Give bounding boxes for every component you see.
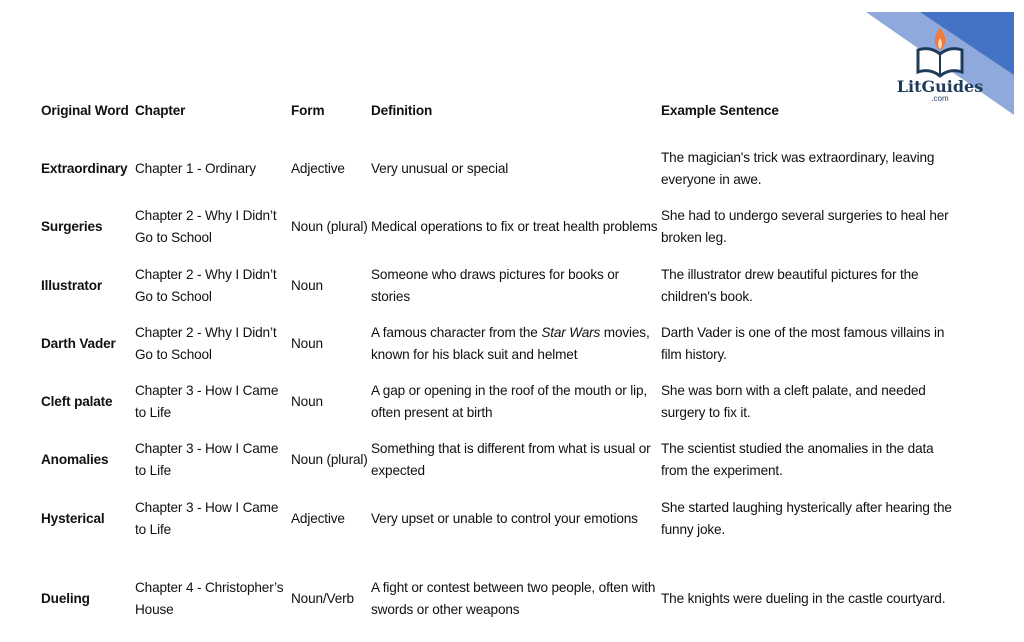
cell-definition [371,158,661,180]
svg-text:.com: .com [931,94,949,103]
cell-chapter: Chapter 3 - How I Came to Life [135,441,279,478]
table-row [41,198,1001,256]
table-row [41,431,1001,489]
cell-example: She started laughing hysterically after hearing the funny joke. [661,500,952,537]
header-definition: Definition [371,103,433,118]
cell-word: Extraordinary [41,161,128,176]
cell-definition [371,264,661,308]
table-row [41,140,1001,198]
cell-definition [371,380,661,424]
table-row [41,257,1001,315]
definition-emphasis: Star Wars [541,325,601,340]
cell-word: Anomalies [41,452,109,467]
cell-word: Hysterical [41,511,105,526]
cell-definition [371,438,661,482]
cell-chapter: Chapter 2 - Why I Didn’t Go to School [135,267,277,304]
cell-form: Adjective [291,161,345,176]
cell-chapter: Chapter 3 - How I Came to Life [135,383,279,420]
header-chapter: Chapter [135,103,186,118]
cell-form: Noun [291,278,323,293]
table-header [41,88,1001,134]
definition-text: A fight or contest between two people, often with swords or other weapons [371,580,656,617]
cell-example: The knights were dueling in the castle courtyard. [661,591,946,606]
cell-word: Darth Vader [41,336,116,351]
cell-definition [371,216,661,238]
cell-example: Darth Vader is one of the most famous villains in film history. [661,325,945,362]
table-row [41,490,1001,548]
cell-definition [371,322,661,366]
definition-text: Someone who draws pictures for books or stories [371,267,620,304]
header-example: Example Sentence [661,103,779,118]
cell-word: Surgeries [41,219,103,234]
definition-text: Something that is different from what is usual or expected [371,441,651,478]
definition-text: A gap or opening in the roof of the mouth or lip, often present at birth [371,383,648,420]
cell-word: Cleft palate [41,394,113,409]
cell-chapter: Chapter 4 - Christopher’s House [135,580,284,617]
cell-chapter: Chapter 2 - Why I Didn’t Go to School [135,325,277,362]
cell-chapter: Chapter 1 - Ordinary [135,161,256,176]
header-form: Form [291,103,325,118]
cell-form: Noun [291,394,323,409]
cell-definition [371,577,661,621]
cell-form: Noun [291,336,323,351]
cell-form: Noun/Verb [291,591,354,606]
svg-text:LitGuides: LitGuides [896,77,984,96]
table-row [41,315,1001,373]
definition-text: Very upset or unable to control your emotions [371,511,638,526]
definition-text: Very unusual or special [371,161,509,176]
cell-form: Adjective [291,511,345,526]
cell-chapter: Chapter 2 - Why I Didn’t Go to School [135,208,277,245]
cell-example: She had to undergo several surgeries to heal her broken leg. [661,208,949,245]
cell-definition [371,508,661,530]
cell-example: The scientist studied the anomalies in the data from the experiment. [661,441,934,478]
cell-word: Illustrator [41,278,103,293]
header-word: Original Word [41,103,129,118]
cell-example: She was born with a cleft palate, and needed surgery to fix it. [661,383,926,420]
cell-form: Noun (plural) [291,452,368,467]
cell-chapter: Chapter 3 - How I Came to Life [135,500,279,537]
cell-word: Dueling [41,591,90,606]
cell-form: Noun (plural) [291,219,368,234]
definition-text: Medical operations to fix or treat health problems [371,219,658,234]
table-row [41,570,1001,628]
cell-example: The magician's trick was extraordinary, leaving everyone in awe. [661,150,935,187]
table-row [41,373,1001,431]
definition-text: A famous character from the [371,325,542,340]
definition-text: movies, known for his black suit and helmet [371,325,650,362]
cell-example: The illustrator drew beautiful pictures for the children's book. [661,267,919,304]
